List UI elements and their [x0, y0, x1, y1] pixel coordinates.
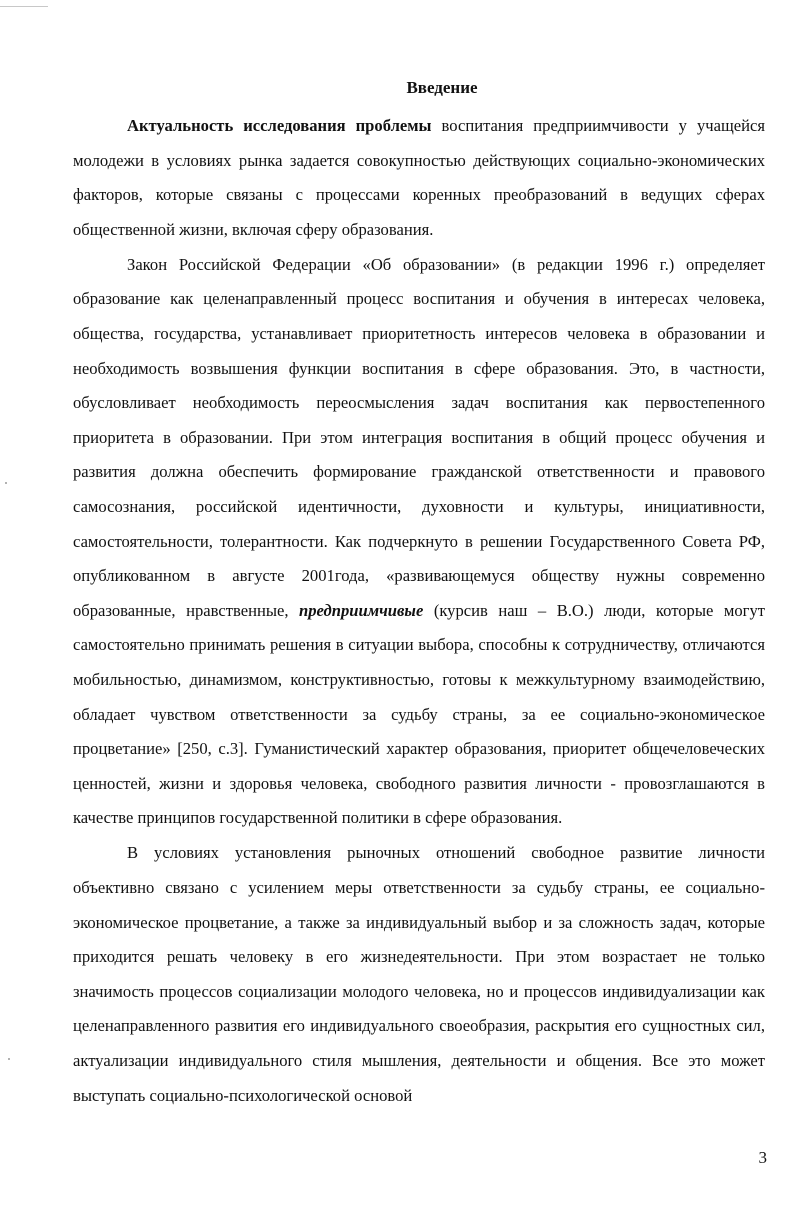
paragraph-text: воспитания предприимчивости у учащейся молодежи в условиях рынка задается совокупностью действующих социально-экономических факторов, которые связаны с процессами коренных преобразований в ведущих сферах общественной жизни, включая сферу образования. — [73, 116, 765, 239]
paragraph-law — [73, 248, 765, 836]
paragraph-text: Закон Российской Федерации «Об образовании» (в редакции 1996 г.) определяет образование как целенаправленный процесс воспитания и обучения в интересах человека, общества, государства, устанавливает приоритетность интересов человека в образовании и необходимость возвышения функции воспитания в сфере образования. Это, в частности, обусловливает необходимость переосмысления задач воспитания как первостепенного приоритета в образовании. При этом интеграция воспитания в общий процесс обучения и развития должна обеспечить формирование гражданской ответственности и правового самосознания, российской идентичности, духовности и культуры, инициативности, самостоятельности, толерантности. Как подчеркнуто в решении Государственного Совета РФ, опубликованном в августе 2001года, «развивающемуся обществу нужны современно образованные, нравственные, — [73, 254, 765, 620]
paragraph-relevance — [73, 109, 765, 247]
page-number: 3 — [758, 1148, 767, 1167]
emphasized-word: предприимчивые — [299, 600, 424, 620]
paragraph-text: (курсив наш – В.О.) люди, которые могут самостоятельно принимать решения в ситуации выбора, способны к сотрудничеству, отличаются мобильностью, динамизмом, конструктивностью, готовы к межкультурному взаимодействию, обладает чувством ответственности за судьбу страны, за ее социально-экономическое процветание» [250, с.3]. Гуманистический характер образования, приоритет общечеловеческих ценностей, жизни и здоровья человека, свободного развития личности - провозглашаются в качестве принципов государственной политики в сфере образования. — [73, 600, 766, 828]
paragraph-market — [73, 836, 765, 1113]
page-title: Введение — [406, 78, 478, 97]
body-text — [73, 109, 765, 1114]
scan-speck — [8, 1058, 10, 1060]
bold-lead-phrase: Актуальность исследования проблемы — [127, 116, 432, 135]
scan-edge-mark — [0, 6, 48, 7]
scan-speck — [5, 482, 7, 484]
paragraph-text: В условиях установления рыночных отношений свободное развитие личности объективно связано с усилением меры ответственности за судьбу страны, ее социально-экономическое процветание, а также за индивидуальный выбор и за сложность задач, которые приходится решать человеку в его жизнедеятельности. При этом возрастает не только значимость процессов социализации молодого человека, но и процессов индивидуализации как целенаправленного развития его индивидуального своеобразия, раскрытия его сущностных сил, актуализации индивидуального стиля мышления, деятельности и общения. Все это может выступать социально-психологической основой — [73, 843, 765, 1105]
